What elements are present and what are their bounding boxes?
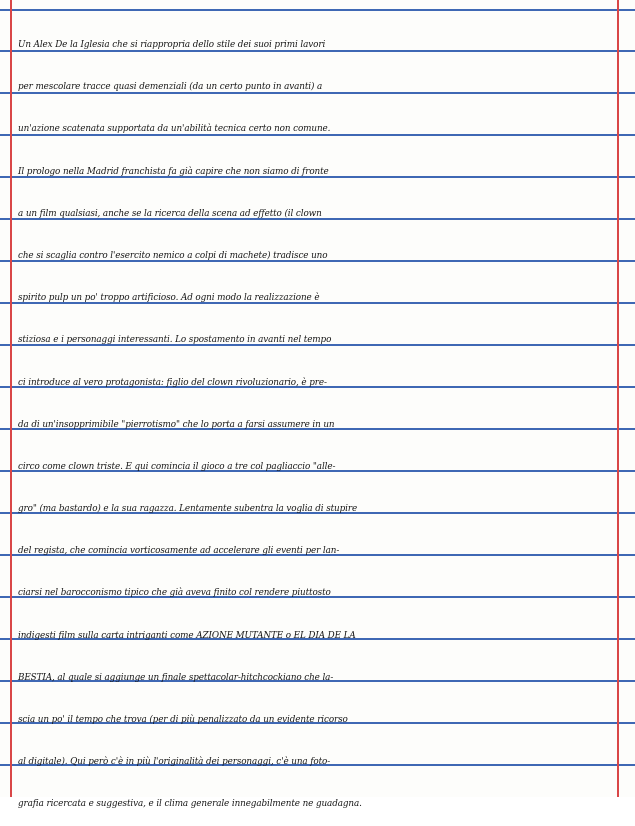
text-line: scia un po' il tempo che trova (per di più penalizzato da un evidente ricorso — [18, 715, 348, 725]
text-line: Il prologo nella Madrid franchista fa già capire che non siamo di fronte — [18, 166, 329, 177]
text-line: indigesti film sulla carta intriganti come AZIONE MUTANTE o EL DIA DE LA — [18, 630, 356, 641]
text-line: al digitale). Qui però c'è in più l'originalità dei personaggi, c'è una foto- — [18, 757, 331, 768]
text-line: a un film qualsiasi, anche se la ricerca della scena ad effetto (il clown — [18, 208, 322, 219]
text-line: che si scaglia contro l'esercito nemico a colpi di machete) tradisce uno — [18, 250, 328, 261]
text-line: spirito pulp un po' troppo artificioso. Ad ogni modo la realizzazione è — [18, 293, 320, 304]
text-line: per mescolare tracce quasi demenziali (da un certo punto in avanti) a — [18, 82, 323, 93]
text-line: un'azione scatenata supportata da un'abilità tecnica certo non comune. — [18, 124, 331, 135]
text-line: da di un'insopprimibile "pierrotismo" che lo porta a farsi assumere in un — [18, 419, 335, 430]
text-line: circo come clown triste. E qui comincia il gioco a tre col pagliaccio "alle- — [18, 461, 336, 472]
text-line: BESTIA, al quale si aggiunge un finale spettacolar-hitchcockiano che la- — [18, 672, 334, 683]
left-margin-line — [10, 0, 12, 797]
text-line: Un Alex De la Iglesia che si riappropria dello stile dei suoi primi lavori — [18, 40, 326, 50]
text-line: ciarsi nel barocconismo tipico che già aveva finito col rendere piuttosto — [18, 588, 331, 599]
text-line: gro" (ma bastardo) e la sua ragazza. Lentamente subentra la voglia di stupire — [18, 504, 358, 515]
text-line: del regista, che comincia vorticosamente ad accelerare gli eventi per lan- — [18, 546, 340, 557]
text-line: stiziosa e i personaggi interessanti. Lo spostamento in avanti nel tempo — [18, 335, 332, 346]
handwritten-text — [18, 24, 618, 826]
text-line: grafia ricercata e suggestiva, e il clima generale innegabilmente ne guadagna. — [18, 799, 362, 810]
text-line: ci introduce al vero protagonista: figlio del clown rivoluzionario, è pre- — [18, 377, 327, 388]
